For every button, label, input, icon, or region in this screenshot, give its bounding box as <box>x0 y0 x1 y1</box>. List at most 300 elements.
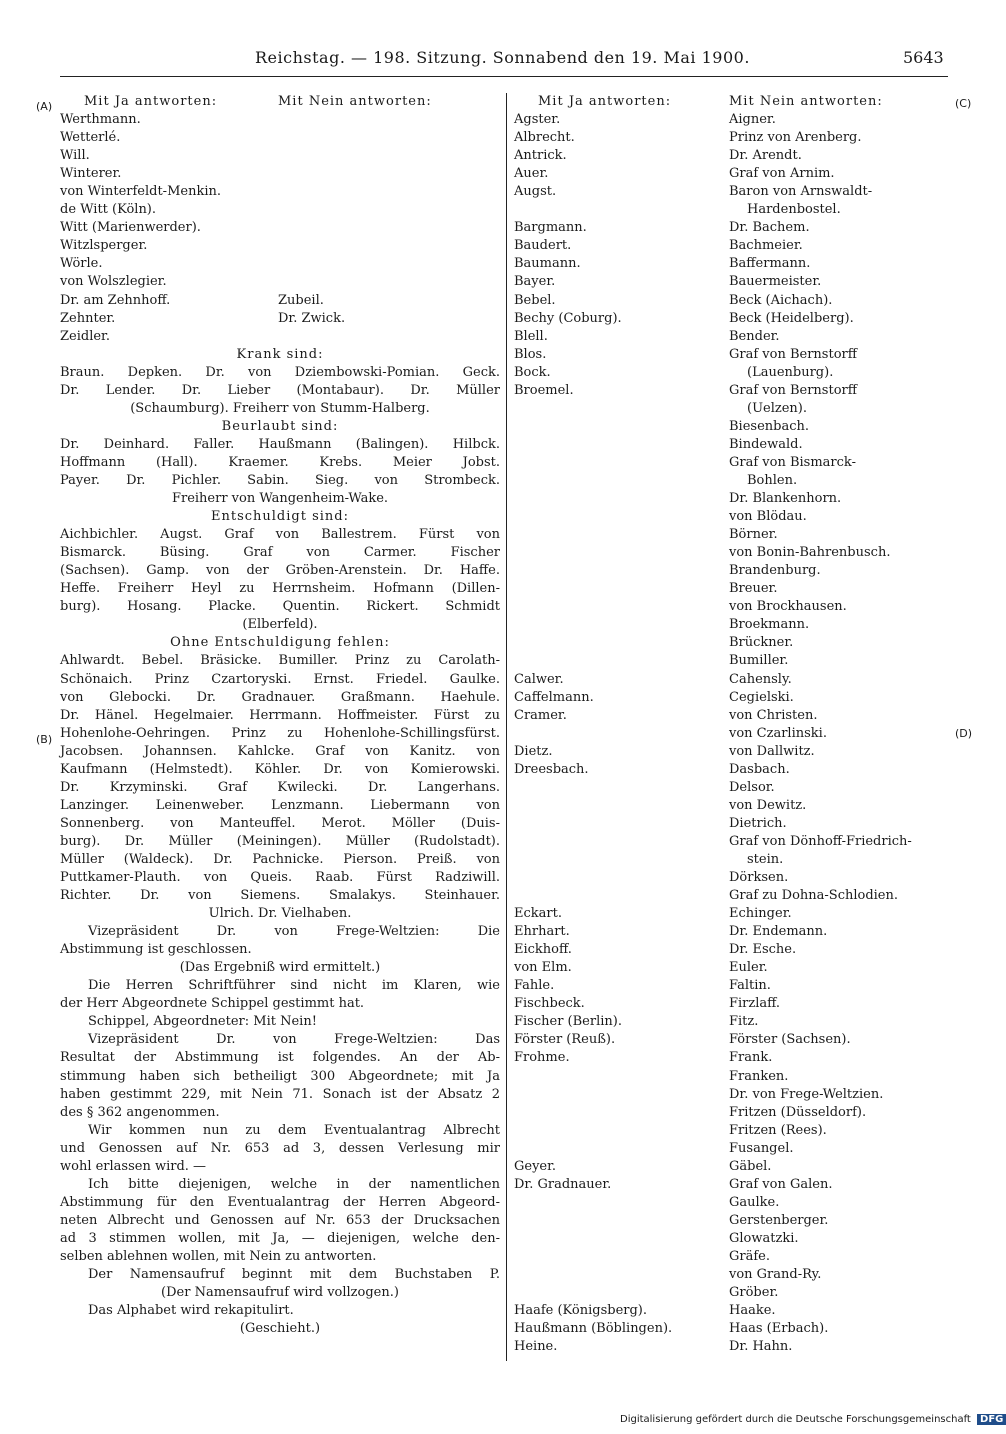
vote-row <box>514 707 950 725</box>
vote-row <box>514 1266 950 1284</box>
vote-row <box>60 201 500 219</box>
vote-row <box>514 1049 950 1067</box>
speech-line: (Der Namensaufruf wird vollzogen.) <box>161 1285 399 1301</box>
nein-name: Prinz von Arenberg. <box>729 130 862 146</box>
nein-name: Dr. Arendt. <box>729 148 802 164</box>
speech-line: Abstimmung ist geschlossen. <box>60 942 252 958</box>
beurlaubt-heading: Beurlaubt sind: <box>221 418 339 434</box>
ja-name: Antrick. <box>514 148 567 164</box>
nein-name: Beck (Aichach). <box>729 292 833 308</box>
vote-row <box>514 761 950 779</box>
text-line: Dr. Hänel. Hegelmaier. Herrmann. Hoffmeister. Fürst zu <box>60 707 500 723</box>
nein-name: Baron von Arnswaldt- <box>729 184 873 200</box>
vote-row <box>60 328 500 346</box>
speech-line: Vizepräsident Dr. von Frege-Weltzien: Die <box>88 924 500 940</box>
speech-line: und Genossen auf Nr. 653 ad 3, dessen Verlesung mir <box>60 1140 500 1156</box>
vote-row <box>514 1338 950 1356</box>
vote-row <box>514 995 950 1013</box>
vote-row <box>514 1031 950 1049</box>
speech-line: (Das Ergebniß wird ermittelt.) <box>179 960 381 976</box>
vote-row <box>60 165 500 183</box>
vote-row <box>60 111 500 129</box>
ja-name <box>514 779 729 797</box>
nein-name: Gaulke. <box>729 1194 780 1210</box>
ja-name: Blell. <box>514 328 548 344</box>
ja-name <box>514 1230 729 1248</box>
vote-row <box>514 418 950 436</box>
ja-name: Dietz. <box>514 743 553 759</box>
vote-row <box>514 526 950 544</box>
nein-name <box>278 255 500 273</box>
nein-name: Gröber. <box>729 1285 779 1301</box>
margin-mark-c: (C) <box>955 97 972 110</box>
ja-name: Eickhoff. <box>514 942 572 958</box>
nein-name: Förster (Sachsen). <box>729 1032 851 1048</box>
left-column <box>60 93 500 1338</box>
nein-name: Dr. von Frege-Weltzien. <box>729 1086 884 1102</box>
vote-row <box>514 616 950 634</box>
left-vote-list <box>60 111 500 346</box>
margin-mark-a: (A) <box>36 100 53 113</box>
nein-name <box>278 237 500 255</box>
ja-name <box>514 580 729 598</box>
ja-name: Witzlsperger. <box>60 238 148 254</box>
heading-nein: Mit Nein antworten: <box>278 94 432 109</box>
ja-name <box>514 1068 729 1086</box>
speech-line: ad 3 stimmen wollen, mit Ja, — diejenigen, welche den- <box>60 1230 500 1246</box>
vote-row <box>514 1104 950 1122</box>
ja-name <box>514 1140 729 1158</box>
text-line: von Glebocki. Dr. Gradnauer. Graßmann. Haehule. <box>60 689 500 705</box>
ja-name: von Elm. <box>514 960 572 976</box>
text-line: Dr. Krzyminski. Graf Kwilecki. Dr. Langerhans. <box>60 779 500 795</box>
ja-name: Blos. <box>514 346 547 362</box>
vote-row <box>514 490 950 508</box>
ja-name <box>514 851 729 869</box>
ja-name: Eckart. <box>514 906 562 922</box>
nein-name <box>278 129 500 147</box>
vote-row <box>514 887 950 905</box>
ja-name: Auer. <box>514 166 549 182</box>
ja-name: Cramer. <box>514 707 567 723</box>
text-line: Sonnenberg. von Manteuffel. Merot. Möller (Duis- <box>60 815 500 831</box>
ja-name <box>514 418 729 436</box>
page-number: 5643 <box>903 48 944 67</box>
vote-row <box>514 237 950 255</box>
text-line: Bismarck. Büsing. Graf von Carmer. Fischer <box>60 545 500 561</box>
nein-name: Graf von Dönhoff-Friedrich- <box>729 833 912 849</box>
nein-name: von Blödau. <box>729 509 807 525</box>
speech-line: (Geschieht.) <box>239 1321 321 1337</box>
nein-name: Börner. <box>729 527 778 543</box>
vote-row <box>514 400 950 418</box>
vote-row <box>514 1248 950 1266</box>
nein-name: Dr. Endemann. <box>729 924 828 940</box>
vote-row <box>514 508 950 526</box>
heading-ja: Mit Ja antworten: <box>538 94 672 109</box>
vote-row <box>514 1176 950 1194</box>
text-line: Freiherr von Wangenheim-Wake. <box>171 491 389 507</box>
vote-row <box>514 165 950 183</box>
nein-name: Dasbach. <box>729 761 790 777</box>
nein-name: von Dewitz. <box>729 797 807 813</box>
nein-name: Bindewald. <box>729 436 803 452</box>
nein-name: Graf von Bernstorff <box>729 346 857 362</box>
vote-row <box>514 1158 950 1176</box>
vote-row <box>514 1230 950 1248</box>
ja-name: Ehrhart. <box>514 924 570 940</box>
speech-line: Der Namensaufruf beginnt mit dem Buchstaben P. <box>88 1267 500 1283</box>
vote-row <box>514 147 950 165</box>
vote-row <box>514 472 950 490</box>
vote-row <box>514 544 950 562</box>
nein-name: Gräfe. <box>729 1249 770 1264</box>
vote-row <box>514 815 950 833</box>
text-line: (Schaumburg). Freiherr von Stumm-Halberg. <box>130 400 430 416</box>
text-line: burg). Hosang. Placke. Quentin. Rickert. Schmidt <box>60 599 500 615</box>
text-line: Schönaich. Prinz Czartoryski. Ernst. Friedel. Gaulke. <box>60 671 500 687</box>
ja-name: Dreesbach. <box>514 761 589 777</box>
vote-row <box>60 292 500 310</box>
text-line: Dr. Deinhard. Faller. Haußmann (Balingen). Hilbck. <box>60 436 500 452</box>
vote-row <box>514 833 950 851</box>
ja-name: Fischbeck. <box>514 996 585 1012</box>
nein-name: stein. <box>747 851 784 867</box>
vote-row <box>514 201 950 219</box>
text-line: Payer. Dr. Pichler. Sabin. Sieg. von Strombeck. <box>60 472 500 488</box>
ja-name <box>514 1104 729 1122</box>
beurlaubt-list <box>60 436 500 508</box>
vote-row <box>514 1320 950 1338</box>
nein-name: Dr. Hahn. <box>729 1339 793 1355</box>
vote-row <box>514 1086 950 1104</box>
ja-name <box>514 1122 729 1140</box>
nein-name: Dietrich. <box>729 815 787 831</box>
vote-row <box>514 1068 950 1086</box>
speech-line: Vizepräsident Dr. von Frege-Weltzien: Das <box>88 1032 500 1048</box>
text-line: Lanzinger. Leinenweber. Lenzmann. Liebermann von <box>60 797 500 813</box>
ja-name: Augst. <box>514 184 557 200</box>
nein-name <box>278 147 500 165</box>
nein-name: Brückner. <box>729 635 794 651</box>
vote-row <box>514 346 950 364</box>
vote-row <box>514 1122 950 1140</box>
ja-name: Bebel. <box>514 292 556 308</box>
vote-row <box>514 436 950 454</box>
nein-name: von Christen. <box>729 707 818 723</box>
ja-name: Bargmann. <box>514 220 587 236</box>
entschuldigt-list <box>60 526 500 634</box>
ja-name: Baumann. <box>514 256 581 272</box>
vote-row <box>514 941 950 959</box>
vote-row <box>514 977 950 995</box>
ja-name: Caffelmann. <box>514 689 594 705</box>
text-line: Puttkamer-Plauth. von Queis. Raab. Fürst Radziwill. <box>60 870 500 886</box>
speech-line: Wir kommen nun zu dem Eventualantrag Albrecht <box>88 1122 500 1138</box>
speech-line: der Herr Abgeordnete Schippel gestimmt hat. <box>60 996 365 1012</box>
nein-name <box>278 111 500 129</box>
vote-row <box>60 129 500 147</box>
nein-name: von Dallwitz. <box>729 743 815 759</box>
nein-name: Haas (Erbach). <box>729 1321 829 1337</box>
text-line: (Elberfeld). <box>242 617 318 633</box>
ja-name <box>514 725 729 743</box>
entschuldigt-heading: Entschuldigt sind: <box>210 509 349 525</box>
running-title: Reichstag. — 198. Sitzung. Sonnabend den 19. Mai 1900. <box>255 48 750 67</box>
nein-name: Dr. Zwick. <box>278 310 346 326</box>
vote-row <box>514 310 950 328</box>
text-line: Richter. Dr. von Siemens. Smalakys. Steinhauer. <box>60 888 500 904</box>
left-column-headings <box>60 93 500 111</box>
speech-line: haben gestimmt 229, mit Nein 71. Sonach ist der Absatz 2 <box>60 1086 500 1102</box>
nein-name: Hardenbostel. <box>747 202 841 218</box>
ja-name: Werthmann. <box>60 112 141 128</box>
text-line: Ahlwardt. Bebel. Bräsicke. Bumiller. Prinz zu Carolath- <box>60 653 500 669</box>
text-line: Müller (Waldeck). Dr. Pachnicke. Pierson. Preiß. von <box>60 851 500 867</box>
ja-name: Zehnter. <box>60 310 116 326</box>
text-line: burg). Dr. Müller (Meiningen). Müller (Rudolstadt). <box>60 833 500 849</box>
vote-row <box>514 364 950 382</box>
vote-row <box>514 851 950 869</box>
ja-name: Wörle. <box>60 256 103 272</box>
nein-name: Baffermann. <box>729 256 811 272</box>
krank-heading: Krank sind: <box>236 346 324 362</box>
nein-name: Beck (Heidelberg). <box>729 310 854 326</box>
vote-row <box>514 328 950 346</box>
ja-name: Fahle. <box>514 978 555 994</box>
vote-row <box>514 1194 950 1212</box>
vote-row <box>514 255 950 273</box>
footer-credit <box>620 1414 1004 1425</box>
vote-row <box>514 1212 950 1230</box>
nein-name: von Grand-Ry. <box>729 1267 822 1283</box>
nein-name: Graf von Galen. <box>729 1176 833 1192</box>
nein-name: Franken. <box>729 1068 789 1084</box>
nein-name: Fritzen (Rees). <box>729 1122 827 1138</box>
text-line: Jacobsen. Johannsen. Kahlcke. Graf von Kanitz. von <box>60 743 500 759</box>
ja-name <box>514 201 729 219</box>
ja-name: Bechy (Coburg). <box>514 310 622 326</box>
nein-name: Glowatzki. <box>729 1230 799 1246</box>
vote-row <box>514 779 950 797</box>
ja-name: Albrecht. <box>514 130 575 146</box>
nein-name: Broekmann. <box>729 617 810 633</box>
nein-name: Aigner. <box>729 112 776 128</box>
ja-name: Wetterlé. <box>60 130 121 146</box>
nein-name <box>278 183 500 201</box>
nein-name: Gäbel. <box>729 1158 772 1174</box>
ja-name <box>514 562 729 580</box>
ja-name: Broemel. <box>514 382 574 398</box>
ja-name: von Winterfeldt-Menkin. <box>60 184 221 200</box>
ja-name <box>514 400 729 418</box>
page-header <box>0 44 1000 74</box>
nein-name: Bender. <box>729 328 780 344</box>
ja-name: de Witt (Köln). <box>60 202 157 218</box>
margin-mark-d: (D) <box>955 727 973 740</box>
ja-name: Winterer. <box>60 166 122 182</box>
vote-row <box>514 959 950 977</box>
vote-row <box>514 923 950 941</box>
header-rule <box>60 76 948 77</box>
ja-name: Haafe (Königsberg). <box>514 1303 648 1319</box>
vote-row <box>514 454 950 472</box>
nein-name: (Uelzen). <box>747 400 807 416</box>
nein-name: (Lauenburg). <box>747 364 834 380</box>
krank-list <box>60 364 500 418</box>
nein-name: Dr. Esche. <box>729 942 797 958</box>
ja-name <box>514 833 729 851</box>
ja-name <box>514 1212 729 1230</box>
ja-name <box>514 652 729 670</box>
heading-nein: Mit Nein antworten: <box>729 94 883 109</box>
vote-row <box>514 652 950 670</box>
nein-name: Bauermeister. <box>729 274 822 290</box>
right-vote-list <box>514 111 950 1356</box>
footer-text: Digitalisierung gefördert durch die Deutsche Forschungsgemeinschaft <box>620 1414 971 1425</box>
vote-row <box>514 598 950 616</box>
nein-name: Biesenbach. <box>729 418 809 434</box>
nein-name: von Brockhausen. <box>729 599 847 615</box>
ja-name: Dr. am Zehnhoff. <box>60 292 171 308</box>
right-column-headings <box>514 93 950 111</box>
vote-row <box>514 273 950 291</box>
nein-name: Echinger. <box>729 906 792 922</box>
ja-name <box>514 1248 729 1266</box>
nein-name: Dörksen. <box>729 870 789 886</box>
vote-row <box>514 689 950 707</box>
nein-name: Faltin. <box>729 978 771 994</box>
nein-name <box>278 201 500 219</box>
vote-row <box>60 219 500 237</box>
ja-name: Baudert. <box>514 238 572 254</box>
vote-row <box>60 310 500 328</box>
speech-line: des § 362 angenommen. <box>60 1104 220 1120</box>
vote-row <box>60 147 500 165</box>
text-line: Aichbichler. Augst. Graf von Ballestrem. Fürst von <box>60 527 500 543</box>
ja-name: Dr. Gradnauer. <box>514 1176 612 1192</box>
ja-name <box>514 544 729 562</box>
margin-mark-b: (B) <box>36 733 53 746</box>
nein-name: Dr. Blankenhorn. <box>729 491 842 507</box>
ja-name <box>514 472 729 490</box>
fehlen-heading: Ohne Entschuldigung fehlen: <box>170 635 390 651</box>
nein-name: Haake. <box>729 1303 776 1319</box>
nein-name: Zubeil. <box>278 292 324 308</box>
ja-name: Will. <box>60 148 90 164</box>
vote-row <box>514 562 950 580</box>
speech-line: stimmung haben sich betheiligt 300 Abgeordnete; mit Ja <box>60 1068 500 1084</box>
nein-name: Delsor. <box>729 779 775 795</box>
speech-line: Abstimmung für den Eventualantrag der Herren Abgeord- <box>60 1194 500 1210</box>
nein-name: Graf zu Dohna-Schlodien. <box>729 888 899 904</box>
nein-name: Brandenburg. <box>729 563 821 579</box>
nein-name: Graf von Arnim. <box>729 166 835 182</box>
vote-row <box>514 183 950 201</box>
ja-name <box>514 634 729 652</box>
ja-name <box>514 526 729 544</box>
heading-ja: Mit Ja antworten: <box>84 94 218 109</box>
vote-row <box>514 1013 950 1031</box>
proceedings-text <box>60 923 500 1338</box>
vote-row <box>60 273 500 291</box>
text-line: Kaufmann (Helmstedt). Köhler. Dr. von Komierowski. <box>60 761 500 777</box>
vote-row <box>60 255 500 273</box>
nein-name: Breuer. <box>729 581 778 597</box>
vote-row <box>60 237 500 255</box>
nein-name <box>278 328 500 346</box>
vote-row <box>514 1284 950 1302</box>
nein-name: Fusangel. <box>729 1140 794 1156</box>
nein-name: Fitz. <box>729 1014 759 1030</box>
nein-name: Firzlaff. <box>729 996 781 1012</box>
nein-name <box>278 273 500 291</box>
vote-row <box>514 905 950 923</box>
nein-name: Bohlen. <box>747 472 798 488</box>
speech-line: neten Albrecht und Genossen auf Nr. 653 der Drucksachen <box>60 1212 500 1228</box>
vote-row <box>514 382 950 400</box>
nein-name: Euler. <box>729 960 768 976</box>
vote-row <box>60 183 500 201</box>
fehlen-last-line: Ulrich. Dr. Vielhaben. <box>208 906 352 922</box>
ja-name <box>514 508 729 526</box>
ja-name: Bock. <box>514 364 551 380</box>
ja-name <box>514 797 729 815</box>
right-column <box>514 93 950 1356</box>
vote-row <box>514 743 950 761</box>
fehlen-list <box>60 652 500 905</box>
ja-name <box>514 1086 729 1104</box>
nein-name: Cegielski. <box>729 689 794 705</box>
ja-name <box>514 1266 729 1284</box>
speech-line: selben ablehnen wollen, mit Nein zu antworten. <box>60 1249 377 1264</box>
ja-name: Zeidler. <box>60 328 110 344</box>
nein-name: Graf von Bismarck- <box>729 454 856 470</box>
nein-name: Fritzen (Düsseldorf). <box>729 1104 867 1120</box>
text-line: (Sachsen). Gamp. von der Gröben-Arenstein. Dr. Haffe. <box>60 563 500 579</box>
nein-name: Cahensly. <box>729 671 792 687</box>
nein-name: Bumiller. <box>729 653 789 669</box>
vote-row <box>514 671 950 689</box>
text-line: Hoffmann (Hall). Kraemer. Krebs. Meier Jobst. <box>60 454 500 470</box>
vote-row <box>514 580 950 598</box>
vote-row <box>514 111 950 129</box>
vote-row <box>514 292 950 310</box>
ja-name: von Wolszlegier. <box>60 274 167 290</box>
text-line: Braun. Depken. Dr. von Dziembowski-Pomian. Geck. <box>60 364 500 380</box>
ja-name: Agster. <box>514 112 561 128</box>
vote-row <box>514 725 950 743</box>
ja-name: Bayer. <box>514 274 556 290</box>
ja-name: Heine. <box>514 1339 558 1355</box>
nein-name: Dr. Bachem. <box>729 220 810 236</box>
ja-name: Witt (Marienwerder). <box>60 220 201 236</box>
nein-name: von Czarlinski. <box>729 725 827 741</box>
nein-name: Bachmeier. <box>729 238 803 254</box>
ja-name <box>514 887 729 905</box>
vote-row <box>514 869 950 887</box>
vote-row <box>514 634 950 652</box>
ja-name <box>514 616 729 634</box>
text-line: Dr. Lender. Dr. Lieber (Montabaur). Dr. Müller <box>60 382 500 398</box>
text-line: Hohenlohe-Oehringen. Prinz zu Hohenlohe-Schillingsfürst. <box>60 725 500 741</box>
ja-name: Geyer. <box>514 1158 557 1174</box>
nein-name: Frank. <box>729 1050 773 1066</box>
dfg-logo: DFG <box>977 1414 1006 1425</box>
ja-name: Förster (Reuß). <box>514 1032 616 1048</box>
text-line: Heffe. Freiherr Heyl zu Herrnsheim. Hofmann (Dillen- <box>60 581 500 597</box>
speech-line: Die Herren Schriftführer sind nicht im Klaren, wie <box>88 978 500 994</box>
